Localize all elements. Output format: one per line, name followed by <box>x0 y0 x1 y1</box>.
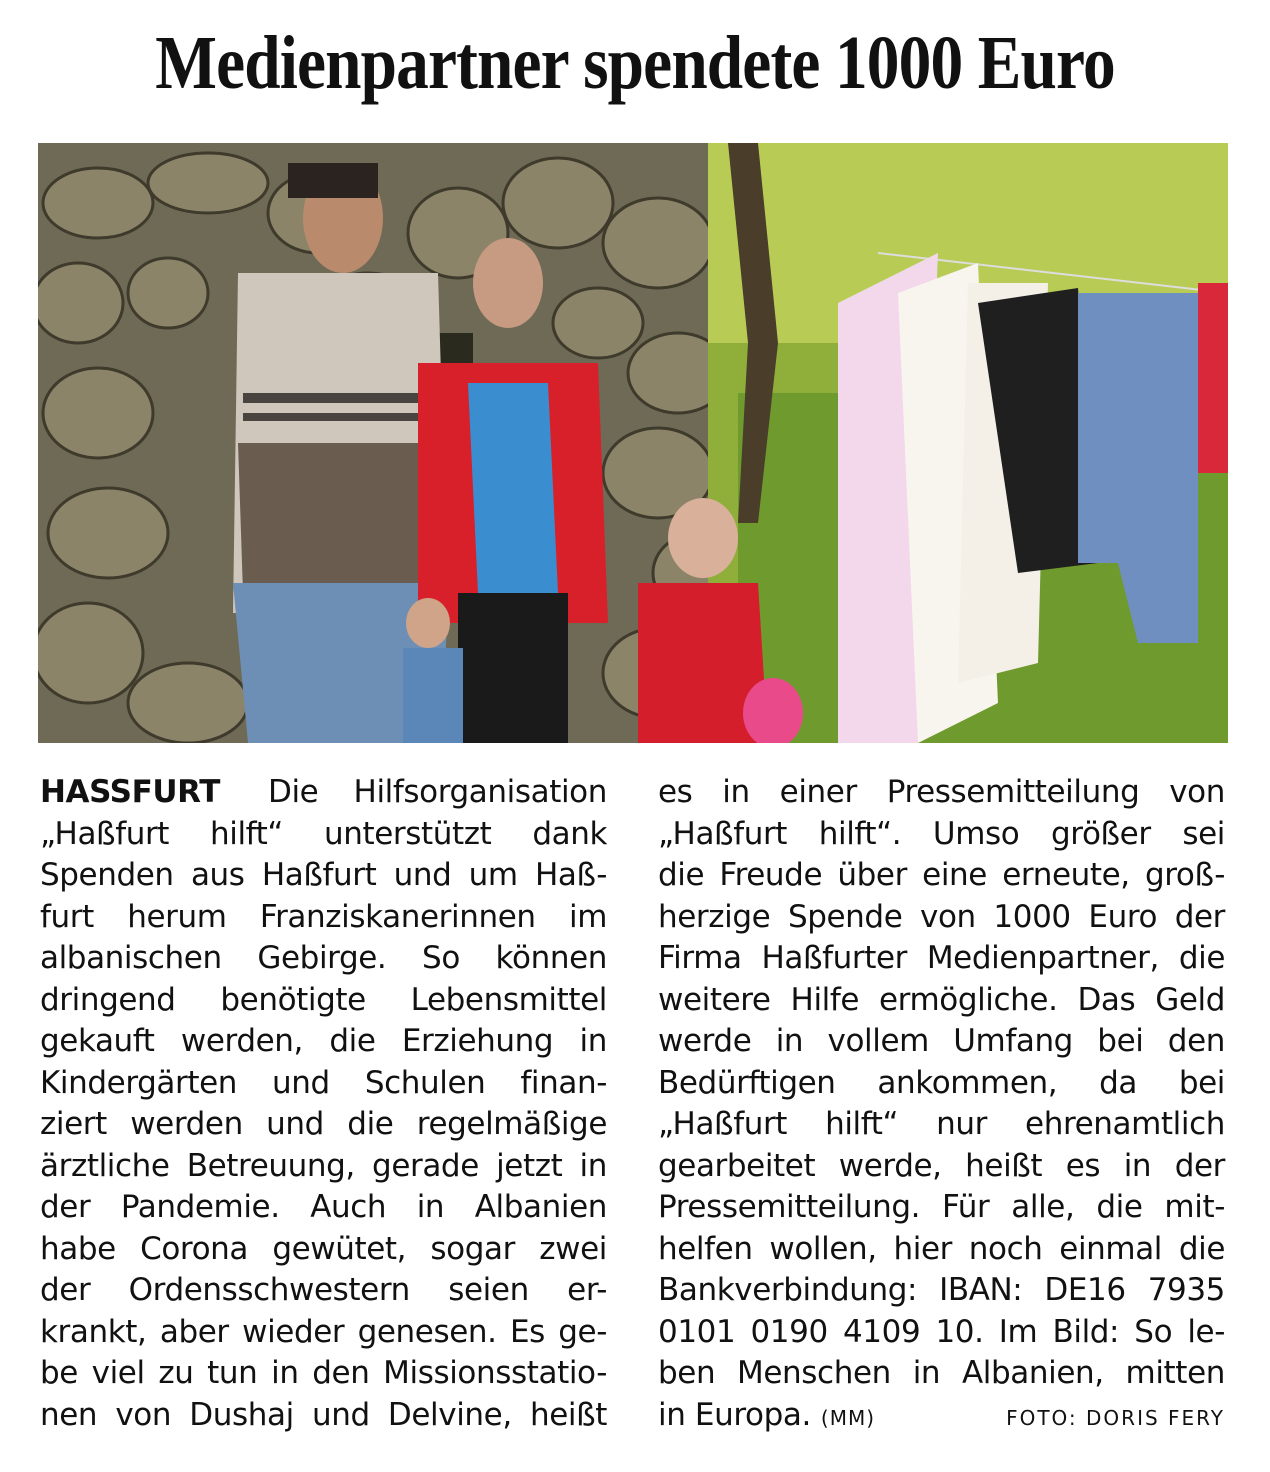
article-line: in Europa. <box>658 1396 811 1433</box>
article-line: albanischen Gebirge. So können <box>40 940 607 976</box>
article-line: 0101 0190 4109 10. Im Bild: So le- <box>658 1313 1225 1350</box>
article-line: ziert werden und die regelmäßige <box>40 1106 607 1142</box>
article-line: ärztliche Betreuung, gerade jetzt in <box>40 1147 607 1184</box>
article-line: Firma Haßfurter Medienpartner, die <box>658 940 1225 976</box>
article-line: helfen wollen, hier noch einmal die <box>658 1230 1225 1267</box>
article-line: herzige Spende von 1000 Euro der <box>658 898 1225 935</box>
article-line: „Haßfurt hilft“ unterstützt dank <box>40 815 607 852</box>
article-line: es in einer Pressemitteilung von <box>658 774 1225 810</box>
article-line: werde in vollem Umfang bei den <box>658 1023 1225 1059</box>
article-line: krankt, aber wieder genesen. Es ge- <box>40 1313 607 1350</box>
author-initials: (MM) <box>820 1405 876 1430</box>
article-line: gearbeitet werde, heißt es in der <box>658 1147 1225 1184</box>
article-line: die Freude über eine erneute, groß- <box>658 857 1225 893</box>
dateline: HASSFURT <box>40 774 220 810</box>
article-line: ben Menschen in Albanien, mitten <box>658 1355 1225 1391</box>
article-line: Pressemitteilung. Für alle, die mit- <box>658 1189 1225 1225</box>
article-column-right <box>658 772 1225 1436</box>
article-line: „Haßfurt hilft“. Umso größer sei <box>658 815 1225 852</box>
article-photo <box>38 143 1228 743</box>
article-line: dringend benötigte Lebensmittel <box>40 981 607 1018</box>
photo-credit: FOTO: DORIS FERY <box>1006 1405 1225 1430</box>
headline: Medienpartner spendete 1000 Euro <box>155 21 1115 105</box>
article-final-line <box>658 1395 1225 1437</box>
article-line: weitere Hilfe ermögliche. Das Geld <box>658 981 1225 1018</box>
article-line: furt herum Franziskanerinnen im <box>40 898 607 935</box>
article-line: gekauft werden, die Erziehung in <box>40 1023 607 1059</box>
article-line: habe Corona gewütet, sogar zwei <box>40 1230 607 1267</box>
article-line: HASSFURT Die Hilfsorganisation <box>40 774 607 810</box>
article-line: „Haßfurt hilft“ nur ehrenamtlich <box>658 1106 1225 1142</box>
article-line: Kindergärten und Schulen finan- <box>40 1064 607 1101</box>
article-column-left <box>40 772 607 1436</box>
article-line: der Ordensschwestern seien er- <box>40 1272 607 1308</box>
article-line: Bankverbindung: IBAN: DE16 7935 <box>658 1272 1225 1308</box>
article-line: der Pandemie. Auch in Albanien <box>40 1189 607 1225</box>
article-line: nen von Dushaj und Delvine, heißt <box>40 1396 607 1433</box>
article-line: be viel zu tun in den Missionsstatio- <box>40 1355 607 1391</box>
article-line: Bedürftigen ankommen, da bei <box>658 1064 1225 1101</box>
article-line: Spenden aus Haßfurt und um Haß- <box>40 857 607 893</box>
